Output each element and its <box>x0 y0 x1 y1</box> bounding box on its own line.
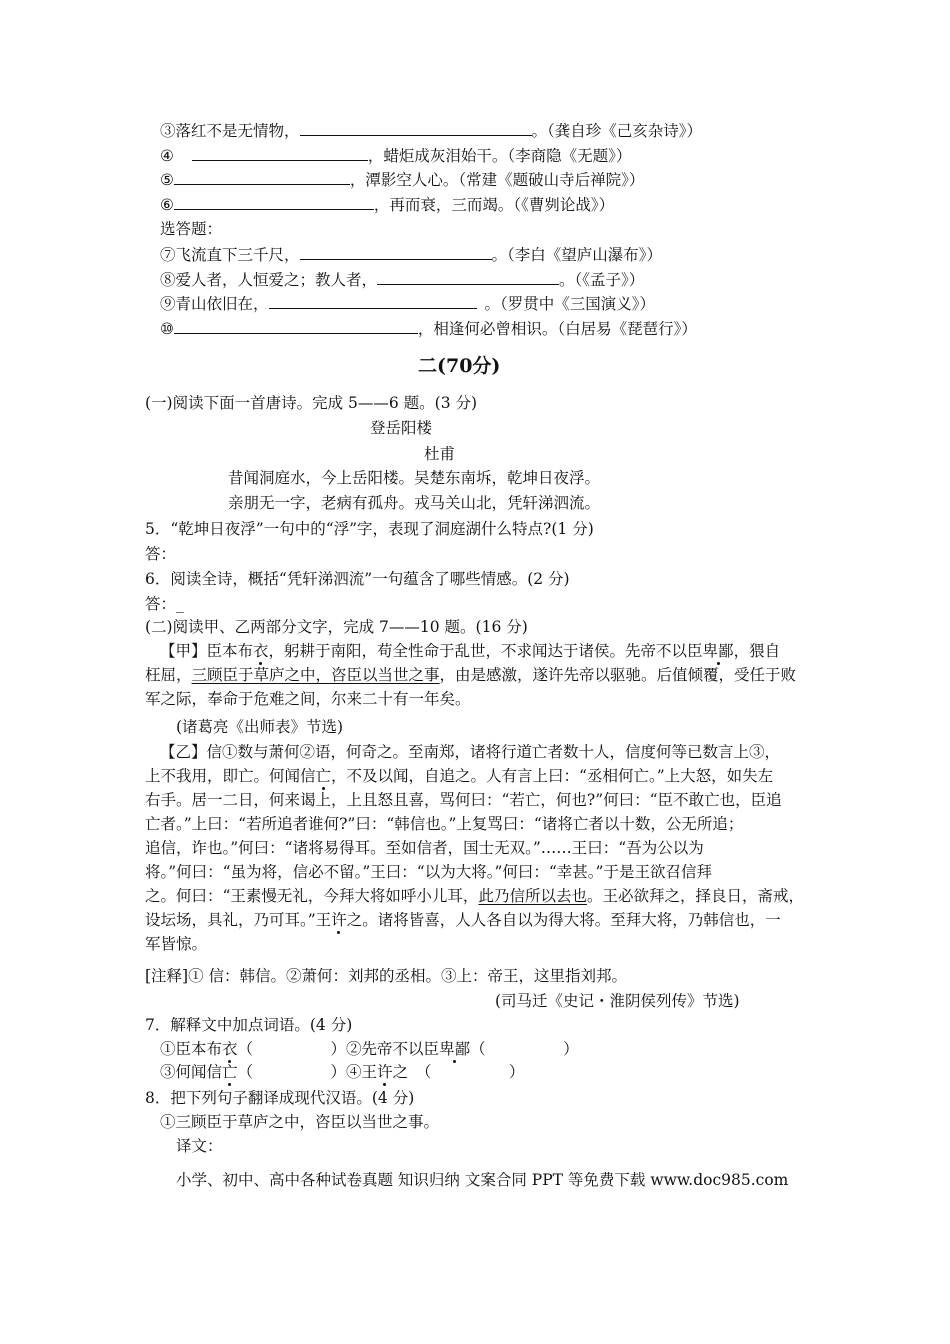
passage-yi: 【乙】信①数与萧何②语，何奇之。至南郑，诸将行道亡者数十人，信度何等已数言上③， 上不我用，即亡。何闻信亡，不及以闻，自追之。人有言上曰：“丞相何亡。”上大怒，如失左 右手。居一二日，何来谒上，上且怒且喜，骂何曰：“若亡，何也?”何曰：“臣不敢亡也，臣追 亡者。”上曰：“若所追者谁何?”曰：“韩信也。”上复骂曰：“诸将亡者以十数，公无所追； 追信，诈也。”何曰：“诸将易得耳。至如信者，国士无双。”……王曰：“吾为公以为 将。”何曰：“虽为将，信必不留。”王曰：“以为大将。”何曰：“幸甚。”于是王欲召信拜 之。何曰：“王素慢无礼，今拜大将如呼小儿耳，此乃信所以去也。王必欲拜之，择良日，斋戒， 设坛场，具礼，乃可耳。”王许之。诸将皆喜，人人各自以为得大将。至拜大将，乃韩信也，一 军皆惊。 <box>145 743 804 953</box>
part2-intro: (二)阅读甲、乙两部分文字，完成 7——10 题。(16 分) <box>145 618 528 636</box>
answer-blank[interactable]: 之 （ ） <box>392 1063 525 1081</box>
answer-blank[interactable]: （ ） <box>237 1063 347 1081</box>
question-8: 8．把下列句子翻译成现代汉语。(4 分) <box>145 1089 415 1107</box>
elective-label: 选答题： <box>160 220 223 238</box>
answer-6-label: 答：_ <box>145 595 184 613</box>
question-5: 5．“乾坤日夜浮”一句中的“浮”字，表现了洞庭湖什么特点?(1 分) <box>145 520 594 538</box>
notes: [注释]① 信：韩信。②萧何：刘邦的丞相。③上：帝王，这里指刘邦。 <box>145 967 628 985</box>
source-yi: (司马迁《史记・淮阴侯列传》节选) <box>495 992 740 1010</box>
answer-blank[interactable] <box>192 144 368 161</box>
dotted-word: 亡 <box>315 767 332 785</box>
fill-q8: ⑧爱人者，人恒爱之；教人者， 。（《孟子》） <box>160 268 644 291</box>
source-jia: (诸葛亮《出师表》节选) <box>176 718 344 736</box>
dotted-word: 许 <box>331 911 347 929</box>
answer-blank[interactable]: （ ） <box>237 1040 347 1058</box>
part1-intro: (一)阅读下面一首唐诗。完成 5——6 题。(3 分) <box>145 394 478 412</box>
fill-q4: ④ ，蜡炬成灰泪始干。（李商隐《无题》） <box>160 144 631 167</box>
answer-blank[interactable] <box>174 168 350 185</box>
question-7: 7．解释文中加点词语。(4 分) <box>145 1016 353 1034</box>
poem-line: 亲朋无一字，老病有孤舟。戎马关山北，凭轩涕泗流。 <box>228 494 601 512</box>
dotted-word: 卑鄙 <box>702 642 734 660</box>
answer-blank[interactable] <box>174 317 418 334</box>
fill-q5: ⑤ ，潭影空人心。（常建《题破山寺后禅院》） <box>160 168 644 191</box>
dotted-word: 亡 <box>222 1063 238 1081</box>
answer-5-label: 答： <box>145 545 177 563</box>
answer-blank[interactable]: （ ） <box>470 1040 579 1058</box>
section-title: 二(70分) <box>418 355 501 377</box>
question-8-item1: ①三顾臣于草庐之中，咨臣以当世之事。 <box>160 1113 440 1131</box>
fill-q3: ③落红不是无情物， 。（龚自珍《己亥杂诗》） <box>160 119 702 142</box>
underlined-sentence: 此乃信所以去也 <box>478 887 587 905</box>
answer-blank[interactable] <box>377 268 559 285</box>
poem-author: 杜甫 <box>424 445 456 463</box>
underlined-sentence: 三顾臣于草庐之中，咨臣以当世之事 <box>191 666 440 684</box>
answer-blank[interactable] <box>174 193 374 210</box>
fill-q6: ⑥ ，再而衰，三而竭。（《曹刿论战》） <box>160 193 614 216</box>
dotted-word: 衣 <box>253 642 269 660</box>
fill-q9: ⑨青山依旧在， 。（罗贯中《三国演义》） <box>160 292 655 315</box>
dotted-word: 衣 <box>222 1040 238 1058</box>
question-7-row1: ①臣本布衣（ ）②先帝不以臣卑鄙（ ） <box>160 1040 579 1058</box>
translation-label: 译文： <box>176 1137 223 1155</box>
passage-jia: 【甲】臣本布衣，躬耕于南阳，苟全性命于乱世，不求闻达于诸侯。先帝不以臣卑鄙，猥自 枉屈，三顾臣于草庐之中，咨臣以当世之事，由是感激，遂许先帝以驱驰。后值倾覆，受任于败 军之际，奉命于危难之间，尔来二十有一年矣。 <box>145 642 797 708</box>
question-7-row2: ③何闻信亡（ ）④王许之 （ ） <box>160 1063 525 1081</box>
footer-ad: 小学、初中、高中各种试卷真题 知识归纳 文案合同 PPT 等免费下载 www.doc985.com <box>176 1171 789 1189</box>
answer-blank[interactable] <box>300 119 532 136</box>
answer-blank[interactable] <box>300 243 492 260</box>
poem-line: 昔闻洞庭水，今上岳阳楼。吴楚东南坼，乾坤日夜浮。 <box>228 469 601 487</box>
fill-q10: ⑩ ，相逢何必曾相识。（白居易《琵琶行》） <box>160 317 697 340</box>
fill-q7: ⑦飞流直下三千尺， 。（李白《望庐山瀑布》） <box>160 243 662 266</box>
dotted-word: 卑鄙 <box>439 1040 471 1058</box>
question-6: 6．阅读全诗，概括“凭轩涕泗流”一句蕴含了哪些情感。(2 分) <box>145 570 570 588</box>
dotted-word: 许 <box>377 1063 393 1081</box>
answer-blank[interactable] <box>269 292 477 309</box>
poem-title: 登岳阳楼 <box>370 419 433 437</box>
